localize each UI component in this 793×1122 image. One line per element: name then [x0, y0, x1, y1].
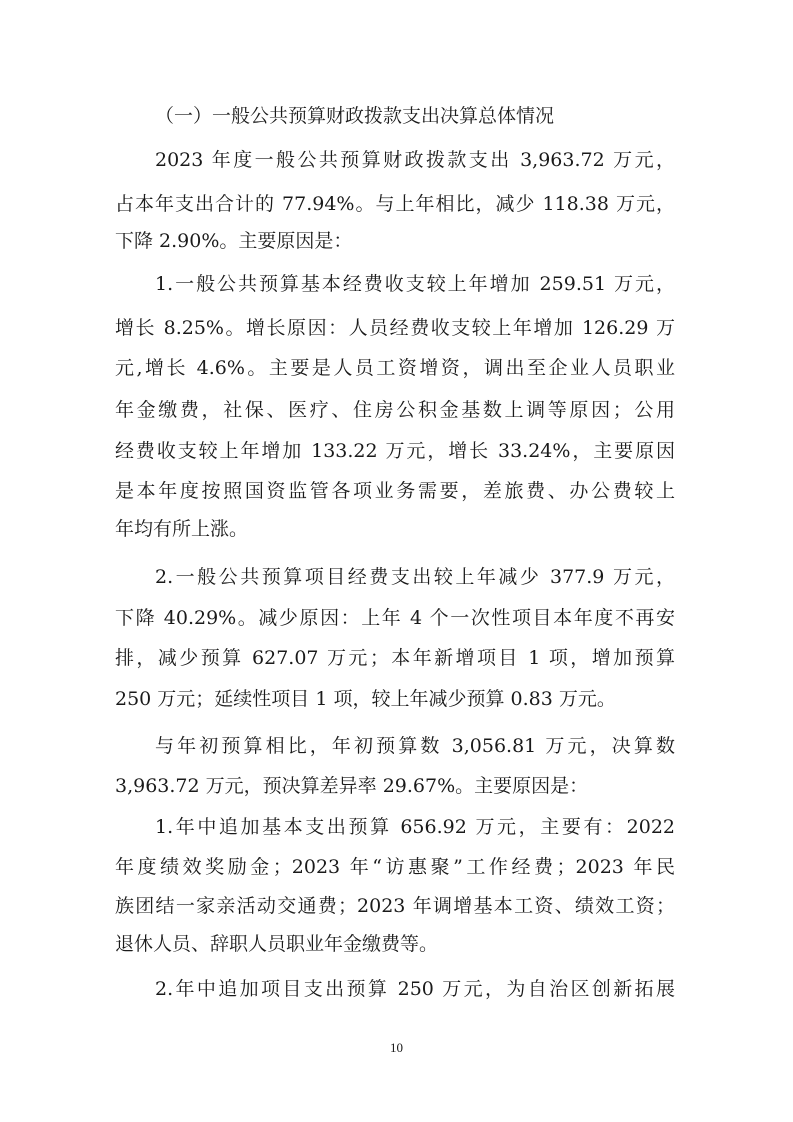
- paragraph-line: 元,增长 4.6%。主要是人员工资增资，调出至企业人员职业: [115, 357, 675, 379]
- paragraph-line: 增长 8.25%。增长原因：人员经费收支较上年增加 126.29 万: [115, 317, 675, 339]
- paragraph-line: 1.年中追加基本支出预算 656.92 万元，主要有：2022: [155, 816, 675, 838]
- paragraph-line: 年度绩效奖励金；2023 年“访惠聚”工作经费；2023 年民: [115, 856, 675, 878]
- page-number: 10: [390, 1040, 403, 1055]
- paragraph-line: 3,963.72 万元，预决算差异率 29.67%。主要原因是：: [115, 775, 589, 797]
- paragraph-line: 是本年度按照国资监管各项业务需要，差旅费、办公费较上: [115, 480, 675, 502]
- paragraph-line: 下降 2.90%。主要原因是：: [115, 230, 353, 252]
- paragraph-line: 2.年中追加项目支出预算 250 万元，为自治区创新拓展: [155, 978, 675, 1000]
- paragraph-line: 族团结一家亲活动交通费；2023 年调增基本工资、绩效工资；: [115, 895, 675, 917]
- paragraph-line: 250 万元；延续性项目 1 项，较上年减少预算 0.83 万元。: [115, 688, 616, 710]
- paragraph-line: 占本年支出合计的 77.94%。与上年相比，减少 118.38 万元，: [115, 193, 675, 215]
- paragraph-line: 1.一般公共预算基本经费收支较上年增加 259.51 万元，: [155, 273, 675, 295]
- paragraph-line: 年金缴费，社保、医疗、住房公积金基数上调等原因；公用: [115, 399, 675, 421]
- paragraph-line: 2023 年度一般公共预算财政拨款支出 3,963.72 万元，: [155, 149, 675, 171]
- paragraph-line: 年均有所上涨。: [115, 518, 249, 540]
- paragraph-line: 退休人员、辞职人员职业年金缴费等。: [115, 933, 439, 955]
- paragraph-line: 与年初预算相比，年初预算数 3,056.81 万元，决算数: [155, 735, 675, 757]
- paragraph-line: 2.一般公共预算项目经费支出较上年减少 377.9 万元，: [155, 566, 675, 588]
- paragraph-line: 下降 40.29%。减少原因：上年 4 个一次性项目本年度不再安: [115, 607, 675, 629]
- paragraph-line: 经费收支较上年增加 133.22 万元，增长 33.24%，主要原因: [115, 440, 675, 462]
- paragraph-line: 排，减少预算 627.07 万元；本年新增项目 1 项，增加预算: [115, 647, 675, 669]
- section-heading: （一）一般公共预算财政拨款支出决算总体情况: [155, 105, 555, 127]
